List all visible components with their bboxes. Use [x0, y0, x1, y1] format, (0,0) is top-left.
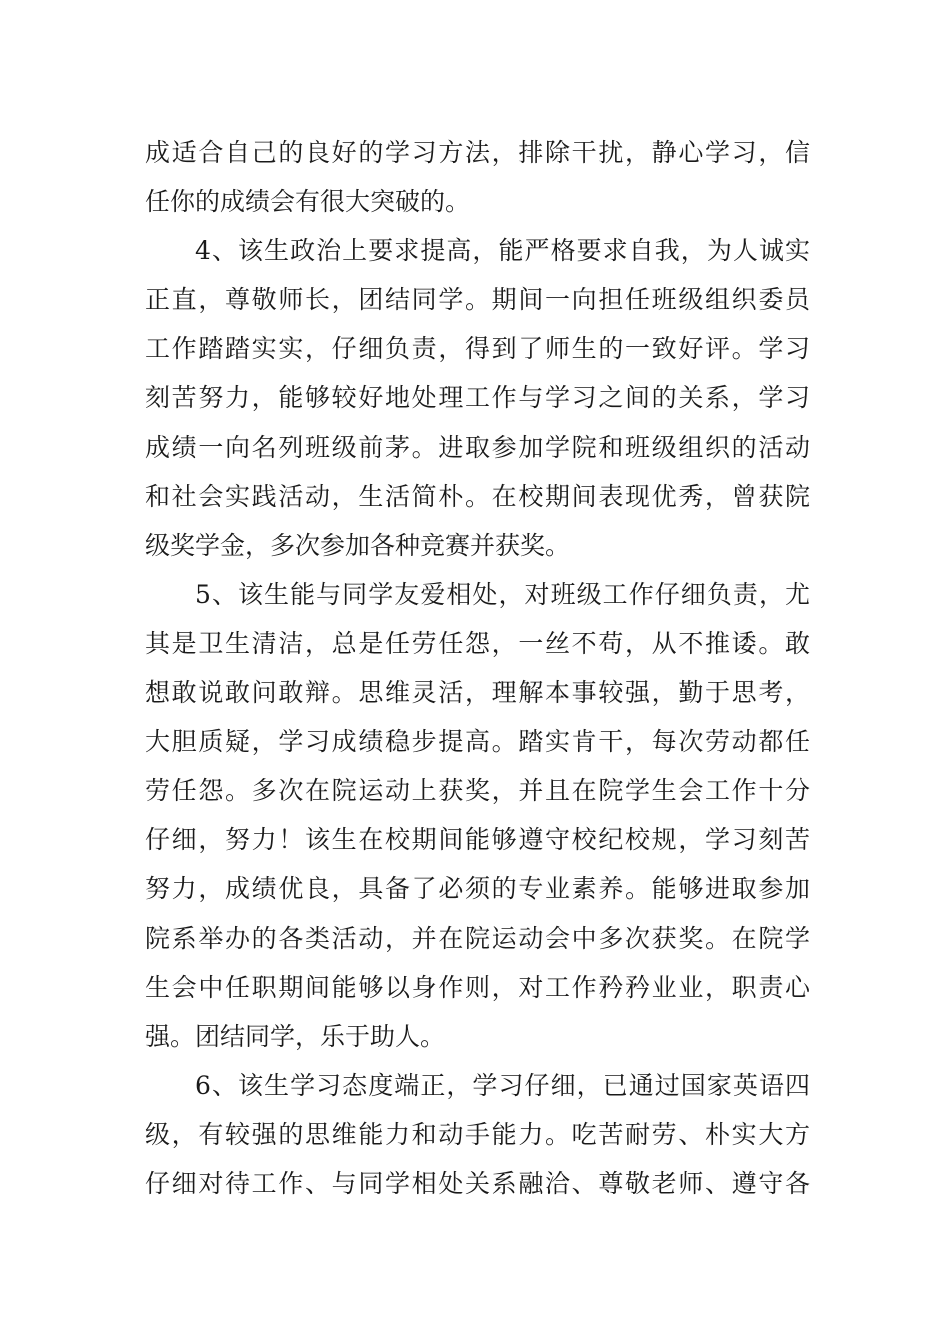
- text-line: 任你的成绩会有很大突破的。: [145, 187, 471, 217]
- text-line: 仔细对待工作、与同学相处关系融洽、尊敬老师、遵守各: [145, 1168, 810, 1198]
- document-body: [145, 128, 810, 1208]
- text-line: 成适合自己的良好的学习方法，排除干扰，静心学习，信: [145, 138, 810, 167]
- text-line: 成绩一向名列班级前茅。进取参加学院和班级组织的活动: [145, 432, 810, 462]
- text-line: 仔细，努力！该生在校期间能够遵守校纪校规，学习刻苦: [145, 825, 810, 855]
- paragraph-start-line: 5、该生能与同学友爱相处，对班级工作仔细负责，尤: [195, 579, 810, 609]
- text-line: 正直，尊敬师长，团结同学。期间一向担任班级组织委员: [145, 285, 810, 315]
- text-line: 级，有较强的思维能力和动手能力。吃苦耐劳、朴实大方: [145, 1119, 810, 1149]
- text-line: 工作踏踏实实，仔细负责，得到了师生的一致好评。学习: [145, 334, 810, 364]
- text-line: 院系举办的各类活动，并在院运动会中多次获奖。在院学: [145, 923, 810, 953]
- text-line: 刻苦努力，能够较好地处理工作与学习之间的关系，学习: [145, 383, 810, 413]
- text-line: 劳任怨。多次在院运动上获奖，并且在院学生会工作十分: [145, 776, 810, 806]
- text-line: 大胆质疑，学习成绩稳步提高。踏实肯干，每次劳动都任: [145, 727, 810, 757]
- text-line: 和社会实践活动，生活简朴。在校期间表现优秀，曾获院: [145, 481, 810, 511]
- text-line: 想敢说敢问敢辩。思维灵活，理解本事较强，勤于思考，: [145, 678, 810, 708]
- text-line: 其是卫生清洁，总是任劳任怨，一丝不苟，从不推诿。敢: [145, 628, 810, 658]
- text-line: 级奖学金，多次参加各种竞赛并获奖。: [145, 530, 571, 560]
- text-line: 努力，成绩优良，具备了必须的专业素养。能够进取参加: [145, 874, 810, 904]
- text-line: 生会中任职期间能够以身作则，对工作矜矜业业，职责心: [145, 972, 810, 1002]
- paragraph-start-line: 6、该生学习态度端正，学习仔细，已通过国家英语四: [195, 1070, 810, 1100]
- text-line: 强。团结同学，乐于助人。: [145, 1021, 446, 1051]
- paragraph-start-line: 4、该生政治上要求提高，能严格要求自我，为人诚实: [195, 236, 810, 266]
